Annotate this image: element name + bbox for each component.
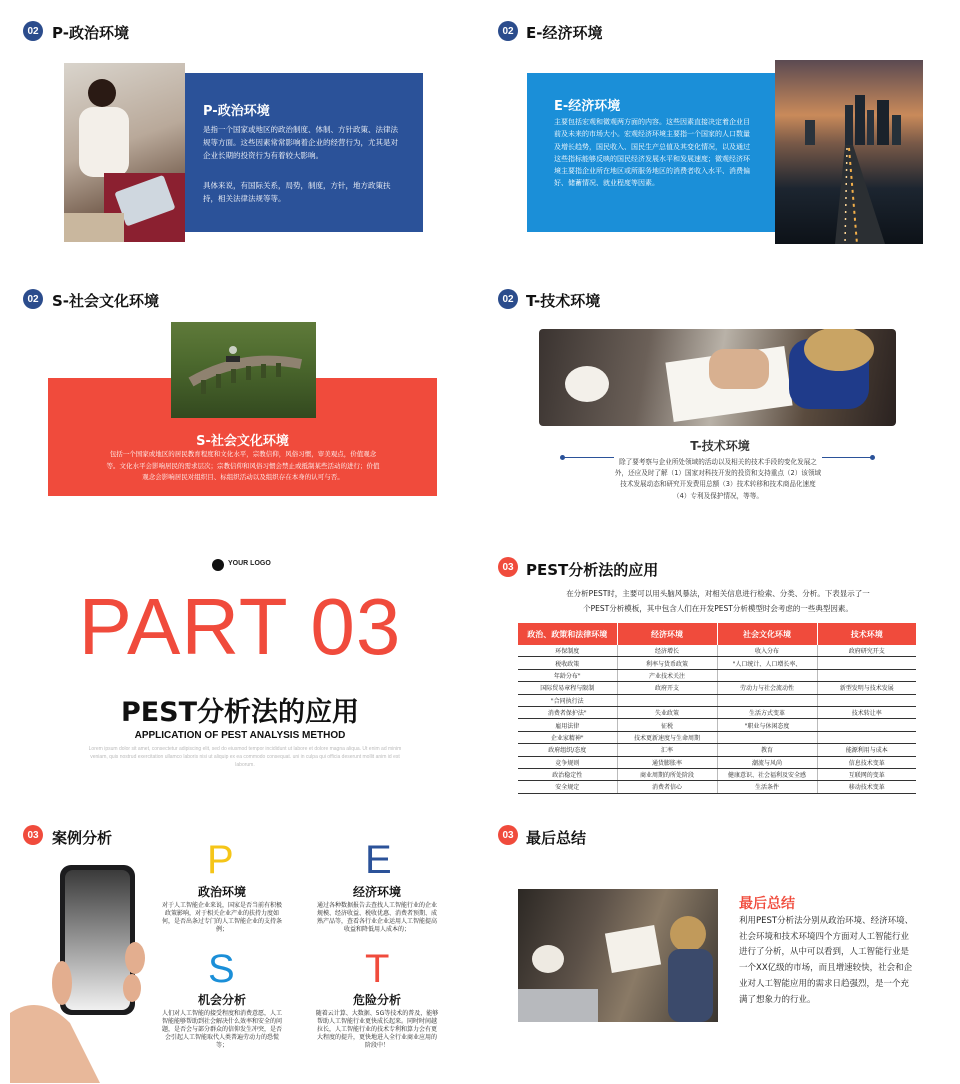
table-row	[518, 781, 916, 793]
office-photo	[64, 63, 185, 242]
table-cell: 经济增长	[617, 645, 717, 657]
table-row	[518, 682, 916, 694]
slide-title: T-技术环境	[526, 292, 601, 310]
table-cell: 征税	[617, 719, 717, 731]
table-cell	[617, 694, 717, 706]
column-header: 经济环境	[617, 623, 717, 645]
table-cell: 消费者信心	[617, 781, 717, 793]
slide-summary[interactable]	[480, 813, 960, 1084]
summary-text: 利用PEST分析法分别从政治环境、经济环境、社会环境和技术环境四个方面对人工智能行业进行了分析，从中可以看到，人工智能行业是一个XX亿级的市场，而且增速较快，社会和企业对人工智能应用的需求日趋强烈，是一个充满了想象力的行业。	[739, 916, 914, 1005]
table-cell: 技术更新速度与生命周期	[617, 731, 717, 743]
case-text-economic: 通过各种数据报告去查找人工智能行业的企业规模、经济收益、税收优惠、消费者预期、成熟产品等，查看各行业企业运用人工智能提高收益和降低用人成本的；	[316, 902, 437, 934]
table-row	[518, 694, 916, 706]
table-cell	[817, 719, 916, 731]
table-body	[518, 645, 916, 793]
section-badge: 02	[498, 289, 518, 309]
tech-paragraph: 除了要考察与企业所处领域的活动以及相关的技术手段的变化发展之外，还应及时了解（1）国家对科技开发的投资和支持重点（2）该领域技术发展动态和研究开发费用总额（3）技术转移和技术商品化速度（4）专利及保护情况，等等。	[614, 458, 822, 500]
table-cell	[717, 694, 817, 706]
table-row	[518, 719, 916, 731]
political-panel	[185, 73, 423, 232]
panel-title: E-经济环境	[554, 99, 621, 114]
table-cell	[817, 731, 916, 743]
table-cell: 商业周期的所处阶段	[617, 768, 717, 780]
case-text-opportunity: 人们对人工智能的接受程度和消费意愿，人工智能能够帮助到社会解决什么效率和安全的问题，是否会与部分群众的信仰发生冲突，是否会引起人工智能取代人类普遍劳动力的恐慌等；	[161, 1010, 282, 1050]
table-cell	[817, 669, 916, 681]
section-badge: 03	[23, 825, 43, 845]
table-cell: 技术转让率	[817, 706, 916, 718]
part-title: PEST分析法的应用	[120, 697, 360, 728]
table-cell: "职业与休闲态度	[717, 719, 817, 731]
slide-title: PEST分析法的应用	[526, 561, 659, 579]
slide-title: E-经济环境	[526, 24, 603, 42]
column-header: 技术环境	[817, 623, 916, 645]
table-cell: 劳动力与社会流动性	[717, 682, 817, 694]
phone-in-hand-photo	[10, 863, 150, 1083]
table-row	[518, 706, 916, 718]
section-badge: 02	[498, 21, 518, 41]
table-row	[518, 669, 916, 681]
table-cell: 税收政策	[518, 657, 617, 669]
intro-line-1: 在分析PEST时，主要可以用头脑风暴法，对相关信息进行检索、分类、分析。下表显示了一	[566, 589, 870, 598]
slide-case-analysis[interactable]	[0, 813, 480, 1084]
table-row	[518, 756, 916, 768]
table-cell: 失业政策	[617, 706, 717, 718]
panel-title: P-政治环境	[203, 104, 270, 119]
case-heading-economic: 经济环境	[352, 885, 401, 899]
city-photo	[775, 60, 923, 244]
slide-political[interactable]	[0, 0, 480, 271]
table-cell: 产业技术关注	[617, 669, 717, 681]
table-cell: 政府研究开支	[817, 645, 916, 657]
part-subtitle: APPLICATION OF PEST ANALYSIS METHOD	[134, 730, 346, 741]
slide-pest-application[interactable]	[480, 542, 960, 813]
table-cell: 消费者保护法"	[518, 706, 617, 718]
table-cell: 教育	[717, 744, 817, 756]
panel-paragraph-2: 具体来说，有国际关系，局势，制度，方针，地方政策扶持，相关法律法规等等。	[203, 181, 391, 204]
table-cell: 新型发明与技术发展	[817, 682, 916, 694]
team-photo	[518, 889, 718, 1022]
writing-photo	[539, 329, 896, 426]
case-text-political: 对于人工智能企业来说，国家是否当前有积极政策影响，对于相关企业产业的扶持力度如何，是否出条过专门的人工智能企业的支持条例；	[161, 902, 282, 934]
table-cell: 利率与货币政策	[617, 657, 717, 669]
section-badge: 02	[23, 21, 43, 41]
table-cell: 竞争规则	[518, 756, 617, 768]
panel-paragraph-1: 是指一个国家或地区的政治制度、体制、方针政策、法律法规等方面。这些因素常常影响着企业的经营行为，尤其是对企业长期的投资行为有着较大影响。	[203, 125, 398, 161]
slide-economic[interactable]	[480, 0, 960, 271]
table-row	[518, 657, 916, 669]
summary-heading: 最后总结	[739, 896, 795, 912]
table-row	[518, 768, 916, 780]
letter-s: S	[208, 947, 235, 991]
table-row	[518, 645, 916, 657]
lorem-text: Lorem ipsum dolor sit amet, consectetur adipiscing elit, sed do eiusmod tempor incididunt ut labore et dolore magna aliqua. Ut enim ad minim veniam, quis nostrud exercitation ullamco laboris nisi ut aliquip ex ea commodo consequat. uni in culpa qui officia deserunt mollit anim id est laborum.	[88, 746, 402, 768]
table-cell: 生活方式变革	[717, 706, 817, 718]
table-cell: 汇率	[617, 744, 717, 756]
case-text-threat: 随着云计算、大数据、5G等技术的普及，能够帮助人工智能行业更快成长起来。同时时间越拉长，人工智能行业的技术专利和算力会有更大程度的提升，更快地进入全行业商业应用的阶段中！	[315, 1010, 439, 1050]
table-cell: 收入分布	[717, 645, 817, 657]
logo-dot-icon	[212, 559, 224, 571]
letter-t: T	[365, 947, 390, 991]
table-cell: 移动技术变革	[817, 781, 916, 793]
column-header: 政治、政策和法律环境	[518, 623, 617, 645]
table-cell	[717, 731, 817, 743]
case-heading-opportunity: 机会分析	[197, 993, 246, 1007]
economic-panel	[527, 73, 775, 232]
table-cell: 年龄分布"	[518, 669, 617, 681]
left-divider-dot	[560, 455, 565, 460]
table-cell: 互联网的变革	[817, 768, 916, 780]
pest-table	[518, 623, 916, 794]
slide-part-03[interactable]	[0, 542, 480, 813]
left-divider	[562, 457, 614, 458]
table-cell	[717, 669, 817, 681]
slide-title: S-社会文化环境	[52, 292, 160, 310]
panel-paragraph-1: 主要包括宏观和微观两方面的内容。这些因素直接决定着企业目前及未来的市场大小。宏观经济环境主要指一个国家的人口数量及增长趋势，国民收入、国民生产总值及其变化情况，以及通过这些指标能够反映的国民经济发展水平和发展速度；微观经济环境主要指企业所在地区或所服务地区的消费者收入水平、消费偏好、储蓄情况、就业程度等因素。	[554, 118, 750, 188]
letter-p: P	[207, 838, 234, 882]
right-divider-dot	[870, 455, 875, 460]
table-cell: 环保制度	[518, 645, 617, 657]
table-cell: 政府组织/态度	[518, 744, 617, 756]
table-cell: 健康意识、社会福利及安全感	[717, 768, 817, 780]
table-header-row	[518, 623, 916, 645]
slide-title: P-政治环境	[52, 24, 129, 42]
case-heading-threat: 危险分析	[352, 993, 401, 1007]
table-cell: 企业家精神"	[518, 731, 617, 743]
panel-title: S-社会文化环境	[196, 434, 289, 449]
intro-line-2: 个PEST分析模板，其中包含人们在开发PEST分析模型时会考虑的一些典型因素。	[583, 604, 853, 613]
logo-text: YOUR LOGO	[228, 560, 271, 567]
table-row	[518, 744, 916, 756]
slide-social[interactable]	[0, 271, 480, 542]
section-badge: 03	[498, 825, 518, 845]
table-cell: 能源利用与成本	[817, 744, 916, 756]
table-cell: 安全规定	[518, 781, 617, 793]
letter-e: E	[365, 838, 392, 882]
tech-heading: T-技术环境	[690, 439, 750, 453]
viaduct-photo	[171, 322, 316, 418]
slide-title: 最后总结	[526, 829, 587, 847]
table-cell: 政府开支	[617, 682, 717, 694]
table-cell: 生活条件	[717, 781, 817, 793]
table-cell: 政治稳定性	[518, 768, 617, 780]
table-cell: 通货膨胀率	[617, 756, 717, 768]
slide-title: 案例分析	[52, 829, 113, 847]
slide-technology[interactable]	[480, 271, 960, 542]
table-cell: 信息技术变革	[817, 756, 916, 768]
table-cell: 国际贸易章程与限制	[518, 682, 617, 694]
right-divider	[822, 457, 874, 458]
column-header: 社会文化环境	[717, 623, 817, 645]
case-heading-political: 政治环境	[197, 885, 246, 899]
section-badge: 02	[23, 289, 43, 309]
panel-paragraph-1: 包括一个国家或地区的居民教育程度和文化水平，宗教信仰，风俗习惯，审美观点，价值观念等。文化水平会影响居民的需求层次；宗教信仰和风俗习惯会禁止或抵制某些活动的进行；价值观念会影响居民对组织目、标组织活动以及组织存在本身的认可与否。	[106, 450, 380, 482]
table-row	[518, 731, 916, 743]
section-badge: 03	[498, 557, 518, 577]
table-cell: 雇用法律	[518, 719, 617, 731]
table-cell	[817, 657, 916, 669]
table-cell	[817, 694, 916, 706]
table-cell: "合同执行法	[518, 694, 617, 706]
part-number: PART 03	[78, 582, 402, 671]
table-cell: "人口统计、人口增长率、	[717, 657, 817, 669]
table-cell: 潮流与风尚	[717, 756, 817, 768]
